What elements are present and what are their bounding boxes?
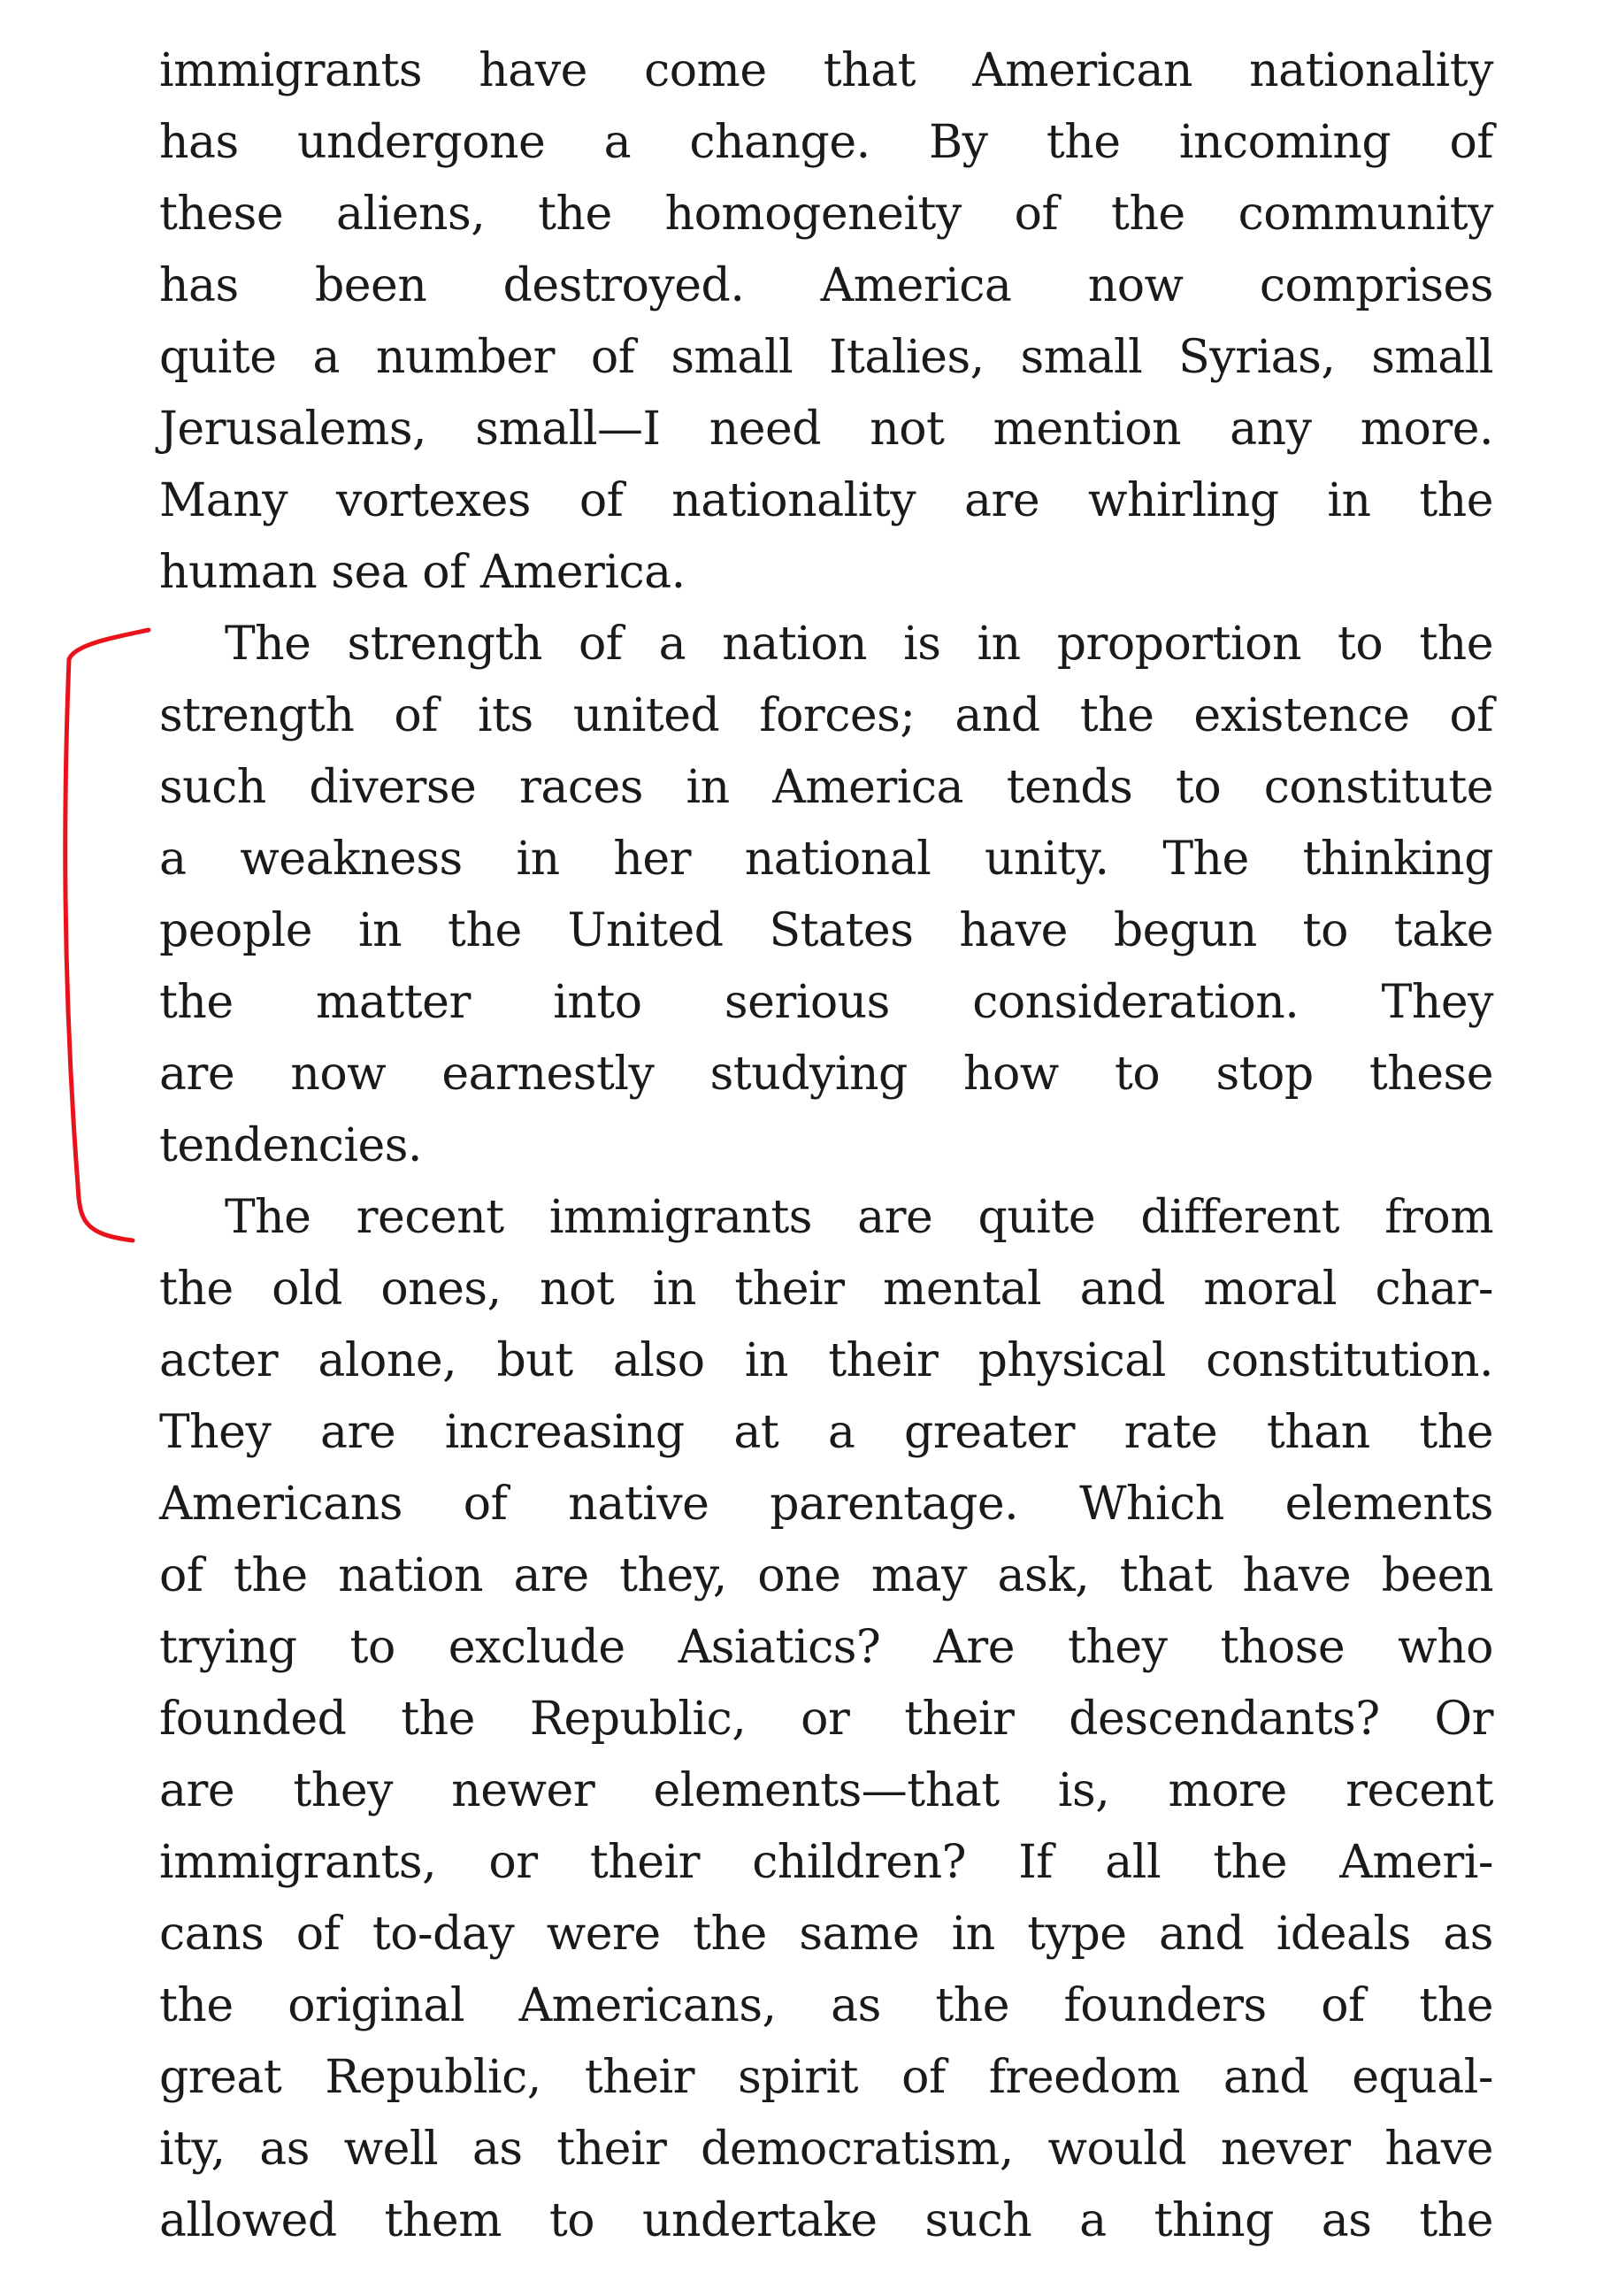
text-line: acter alone, but also in their physical constitution. xyxy=(159,1334,1493,1387)
text-line: are now earnestly studying how to stop these xyxy=(159,1048,1493,1101)
text-line: the old ones, not in their mental and moral char- xyxy=(159,1263,1493,1316)
text-line: people in the United States have begun to take xyxy=(159,904,1493,957)
text-line: great Republic, their spirit of freedom and equal- xyxy=(159,2051,1493,2104)
text-line: Many vortexes of nationality are whirling in the xyxy=(159,474,1493,527)
text-line: these aliens, the homogeneity of the community xyxy=(159,188,1493,241)
text-line: tendencies. xyxy=(159,1119,422,1172)
paragraph xyxy=(159,1182,1493,2257)
text-line: the original Americans, as the founders of the xyxy=(159,1979,1493,2032)
text-line: the matter into serious consideration. They xyxy=(159,976,1493,1029)
text-line: The strength of a nation is in proportion to the xyxy=(225,618,1493,671)
document-page xyxy=(159,35,1493,2257)
text-line: immigrants, or their children? If all the Ameri- xyxy=(159,1836,1493,1889)
text-line: cans of to-day were the same in type and ideals as xyxy=(159,1908,1493,1961)
paragraph xyxy=(159,35,1493,609)
text-line: allowed them to undertake such a thing as the xyxy=(159,2194,1493,2247)
text-line: of the nation are they, one may ask, that have been xyxy=(159,1549,1493,1602)
text-line: Americans of native parentage. Which elements xyxy=(159,1478,1493,1531)
text-line: immigrants have come that American nationality xyxy=(159,44,1493,97)
text-line: Jerusalems, small—I need not mention any more. xyxy=(159,403,1493,456)
text-line: quite a number of small Italies, small Syrias, small xyxy=(159,331,1493,384)
text-line: ity, as well as their democratism, would never have xyxy=(159,2123,1493,2176)
text-line: has undergone a change. By the incoming of xyxy=(159,116,1493,169)
text-line: They are increasing at a greater rate than the xyxy=(159,1406,1493,1459)
paragraph xyxy=(159,609,1493,1182)
text-line: a weakness in her national unity. The thinking xyxy=(159,833,1493,886)
text-line: human sea of America. xyxy=(159,546,686,599)
text-line: such diverse races in America tends to constitute xyxy=(159,761,1493,814)
text-line: has been destroyed. America now comprises xyxy=(159,259,1493,312)
text-line: The recent immigrants are quite different from xyxy=(225,1191,1493,1244)
text-line: are they newer elements—that is, more recent xyxy=(159,1764,1493,1817)
text-line: strength of its united forces; and the existence of xyxy=(159,689,1493,742)
text-line: founded the Republic, or their descendants? Or xyxy=(159,1693,1493,1746)
text-line: trying to exclude Asiatics? Are they those who xyxy=(159,1621,1493,1674)
